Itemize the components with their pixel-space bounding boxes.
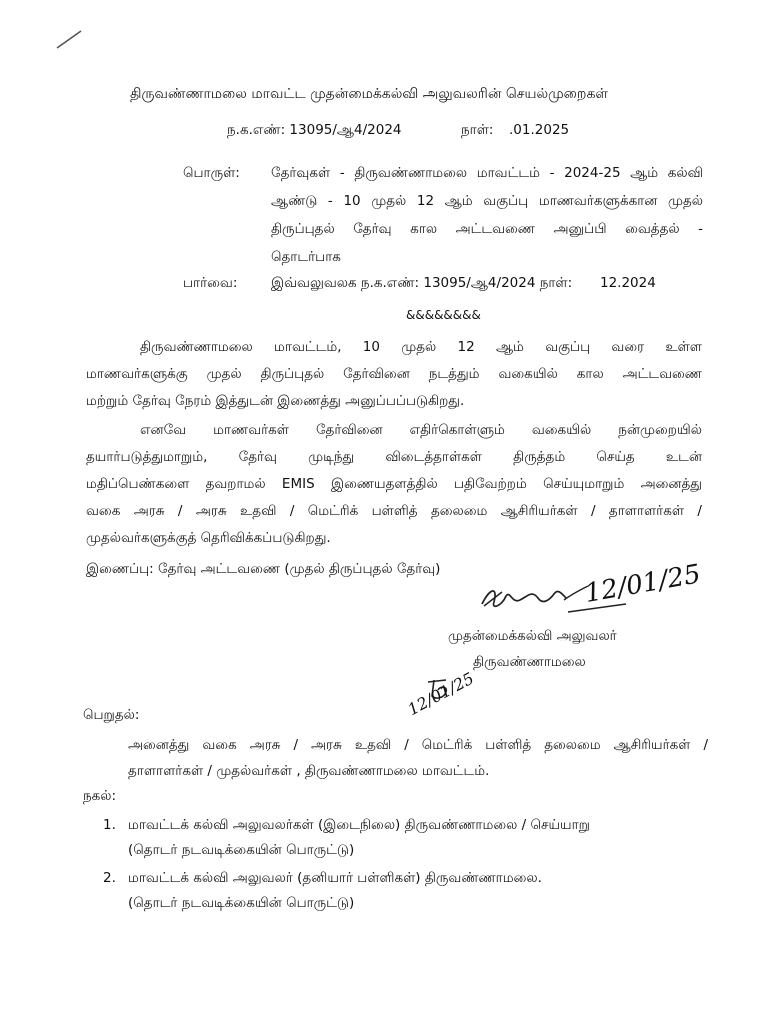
subject-label: பொருள்: (183, 165, 240, 181)
recipients-label: பெறுதல்: (83, 707, 140, 723)
subject-line: ஆண்டு - 10 முதல் 12 ஆம் வகுப்பு மாணவர்களுக்கான முதல் (271, 193, 703, 209)
initial-date: 12/01/25 (404, 668, 477, 720)
recipients-line: அனைத்து வகை அரசு / அரசு உதவி / மெட்ரிக் பள்ளித் தலைமை ஆசிரியர்கள் / (128, 737, 708, 753)
copy-item-number: 2. (103, 870, 116, 886)
signatory-designation: முதன்மைக்கல்வி அலுவலர் (448, 628, 617, 644)
body-paragraph-line: முதல்வர்களுக்குத் தெரிவிக்கப்படுகிறது. (86, 530, 331, 546)
copy-item-line: மாவட்டக் கல்வி அலுவலர்கள் (இடைநிலை) திருவண்ணாமலை / செய்யாறு (128, 817, 590, 833)
body-paragraph-line: மாணவர்களுக்கு முதல் திருப்புதல் தேர்வினை நடத்தும் வகையில் கால அட்டவணை (86, 366, 702, 382)
body-paragraph-line: வகை அரசு / அரசு உதவி / மெட்ரிக் பள்ளித் தலைமை ஆசிரியர்கள் / தாளாளர்கள் / (86, 503, 702, 519)
attachment-line: இணைப்பு: தேர்வு அட்டவணை (முதல் திருப்புதல் தேர்வு) (86, 561, 441, 577)
body-paragraph-line: திருவண்ணாமலை மாவட்டம், 10 முதல் 12 ஆம் வகுப்பு வரை உள்ள (140, 339, 702, 355)
document-title: திருவண்ணாமலை மாவட்ட முதன்மைக்கல்வி அலுவலரின் செயல்முறைகள் (130, 86, 609, 102)
body-paragraph-line: தயார்படுத்துமாறும், தேர்வு முடிந்து விடைத்தாள்கள் திருத்தம் செய்த உடன் (86, 449, 702, 465)
recipients-line: தாளாளர்கள் / முதல்வர்கள் , திருவண்ணாமலை மாவட்டம். (128, 763, 490, 779)
separator: &&&&&&&& (406, 308, 481, 322)
pen-mark (55, 28, 85, 50)
copy-item-number: 1. (103, 817, 116, 833)
reference-number: ந.க.எண்: 13095/ஆ4/2024 (227, 122, 402, 138)
reference-text: இவ்வலுவலக ந.க.எண்: 13095/ஆ4/2024 நாள்: (271, 275, 573, 291)
copy-item-line: (தொடர் நடவடிக்கையின் பொருட்டு) (128, 842, 355, 858)
signatory-place: திருவண்ணாமலை (473, 654, 586, 670)
copy-label: நகல்: (83, 788, 117, 804)
reference-label: பார்வை: (183, 275, 238, 291)
signature-handwritten-date: 12/01/25 (582, 559, 703, 610)
copy-item-line: (தொடர் நடவடிக்கையின் பொருட்டு) (128, 895, 355, 911)
reference-date: 12.2024 (600, 275, 656, 291)
date-label: நாள்: (461, 122, 494, 138)
body-paragraph-line: மதிப்பெண்களை தவறாமல் EMIS இணையதளத்தில் பதிவேற்றம் செய்யுமாறும் அனைத்து (86, 476, 702, 492)
subject-line: திருப்புதல் தேர்வு கால அட்டவணை அனுப்பி வைத்தல் - (271, 221, 703, 237)
subject-line: தொடர்பாக (271, 249, 341, 265)
date-value: .01.2025 (509, 122, 570, 138)
body-paragraph-line: எனவே மாணவர்கள் தேர்வினை எதிர்கொள்ளும் வகையில் நன்முறையில் (140, 422, 702, 438)
copy-item-line: மாவட்டக் கல்வி அலுவலர் (தனியார் பள்ளிகள்) திருவண்ணாமலை. (128, 870, 542, 886)
body-paragraph-line: மற்றும் தேர்வு நேரம் இத்துடன் இணைத்து அனுப்பப்படுகிறது. (86, 393, 465, 409)
subject-line: தேர்வுகள் - திருவண்ணாமலை மாவட்டம் - 2024-25 ஆம் கல்வி (271, 165, 703, 181)
